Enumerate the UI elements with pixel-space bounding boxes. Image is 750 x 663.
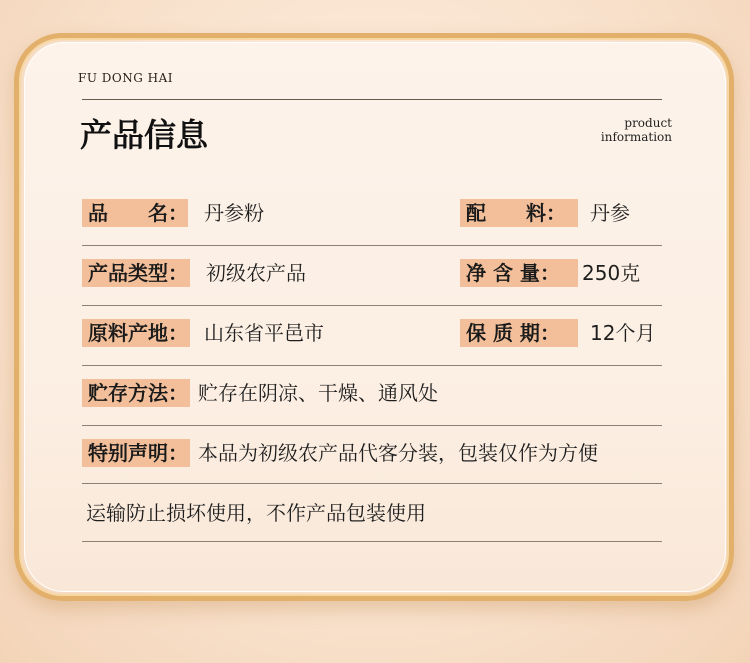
value-product-type: 初级农产品 <box>206 261 306 285</box>
value-origin: 山东省平邑市 <box>204 321 324 345</box>
row-divider <box>82 245 662 246</box>
subtitle <box>601 116 672 144</box>
value-statement-line-1: 本品为初级农产品代客分装，包装仅作为方便 <box>198 441 598 465</box>
row-divider <box>82 425 662 426</box>
brand-name: FU DONG HAI <box>78 71 173 85</box>
value-product-name: 丹参粉 <box>204 201 264 225</box>
value-net-weight: 250克 <box>582 261 641 285</box>
label-storage: 贮存方法： <box>82 379 190 407</box>
label-product-name: 品 名： <box>82 199 188 227</box>
label-shelf-life: 保 质 期： <box>460 319 578 347</box>
row-divider <box>82 483 662 484</box>
header-divider <box>82 99 662 100</box>
value-shelf-life: 12个月 <box>590 321 656 345</box>
subtitle-line-2: information <box>600 130 672 144</box>
label-net-weight: 净 含 量： <box>460 259 578 287</box>
page-title: 产品信息 <box>80 116 209 154</box>
label-ingredients: 配 料： <box>460 199 578 227</box>
row-divider <box>82 541 662 542</box>
row-divider <box>82 365 662 366</box>
value-statement-line-2: 运输防止损坏使用，不作产品包装使用 <box>86 501 426 525</box>
label-product-type: 产品类型： <box>82 259 190 287</box>
subtitle-line-1: product <box>624 116 672 130</box>
label-origin: 原料产地： <box>82 319 190 347</box>
value-storage: 贮存在阴凉、干燥、通风处 <box>198 381 438 405</box>
label-statement: 特别声明： <box>82 439 190 467</box>
row-divider <box>82 305 662 306</box>
value-ingredients: 丹参 <box>590 201 630 225</box>
